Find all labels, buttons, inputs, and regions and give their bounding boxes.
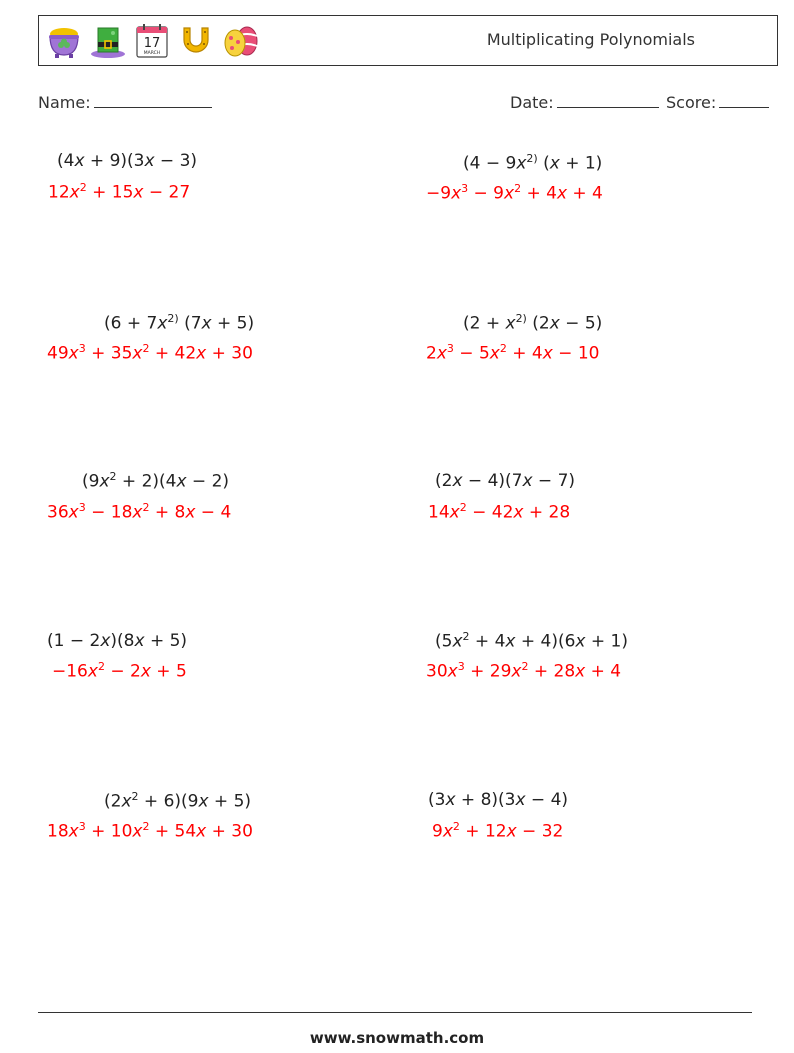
- svg-text:MARCH: MARCH: [143, 51, 161, 56]
- footer-divider: [38, 1012, 752, 1013]
- problem-2-question: ($4 - 9x^{2)}$ (x + 1): [463, 152, 603, 174]
- problem-3-answer: $49x^3 + 35x^2 + 42x + 30$: [47, 342, 253, 364]
- problem-6-question: (2x − 4)(7x − 7): [435, 471, 576, 491]
- problem-8-question: $(5x^2 + 4x + 4)(6x + 1)$: [435, 630, 628, 652]
- problem-4-question: ($2 + x^{2)}$ (2x − 5): [463, 312, 603, 334]
- problem-10-question: (3x + 8)(3x − 4): [428, 790, 569, 810]
- problem-6-answer: $14x^2 - 42x + 28$: [428, 501, 571, 523]
- problem-2-answer: $-9x^3 - 9x^2 + 4x + 4$: [426, 182, 603, 204]
- problem-7-answer: $-16x^2 - 2x + 5$: [52, 660, 187, 682]
- problem-10-answer: $9x^2 + 12x - 32$: [432, 820, 564, 842]
- name-line[interactable]: [94, 93, 212, 108]
- pot-of-gold-icon: [45, 22, 83, 60]
- problem-5-answer: $36x^3 - 18x^2 + 8x - 4$: [47, 501, 232, 523]
- problem-4-answer: $2x^3 - 5x^2 + 4x - 10$: [426, 342, 600, 364]
- problem-9-answer: $18x^3 + 10x^2 + 54x + 30$: [47, 820, 253, 842]
- leprechaun-hat-icon: [89, 22, 127, 60]
- date-field: [510, 93, 659, 112]
- name-field: [38, 93, 212, 112]
- problem-3-question: ($6 + 7x^{2)}$ (7x + 5): [104, 312, 255, 334]
- problem-1-question: (4x + 9)(3x − 3): [57, 151, 198, 171]
- problem-7-question: (1 − 2x)(8x + 5): [47, 631, 188, 651]
- date-label: Date:: [510, 93, 554, 112]
- calendar-march-17-icon: [133, 22, 171, 60]
- footer-url[interactable]: www.snowmath.com: [309, 1029, 485, 1047]
- score-line[interactable]: [719, 93, 769, 108]
- problem-8-answer: $30x^3 + 29x^2 + 28x + 4$: [426, 660, 622, 682]
- worksheet-title: Multiplicating Polynomials: [486, 30, 695, 49]
- easter-eggs-icon: [221, 22, 259, 60]
- problem-5-question: $(9x^2 + 2)(4x - 2)$: [82, 470, 230, 492]
- name-label: Name:: [38, 93, 91, 112]
- problem-1-answer: $12x^2 + 15x - 27$: [48, 181, 191, 203]
- header-icons: [45, 22, 259, 60]
- problem-9-question: $(2x^2 + 6)(9x + 5)$: [104, 790, 252, 812]
- score-label: Score:: [666, 93, 717, 112]
- horseshoe-icon: [177, 22, 215, 60]
- svg-text:17: 17: [143, 36, 161, 51]
- worksheet-header: [38, 15, 778, 66]
- score-field: [666, 93, 769, 112]
- date-line[interactable]: [557, 93, 659, 108]
